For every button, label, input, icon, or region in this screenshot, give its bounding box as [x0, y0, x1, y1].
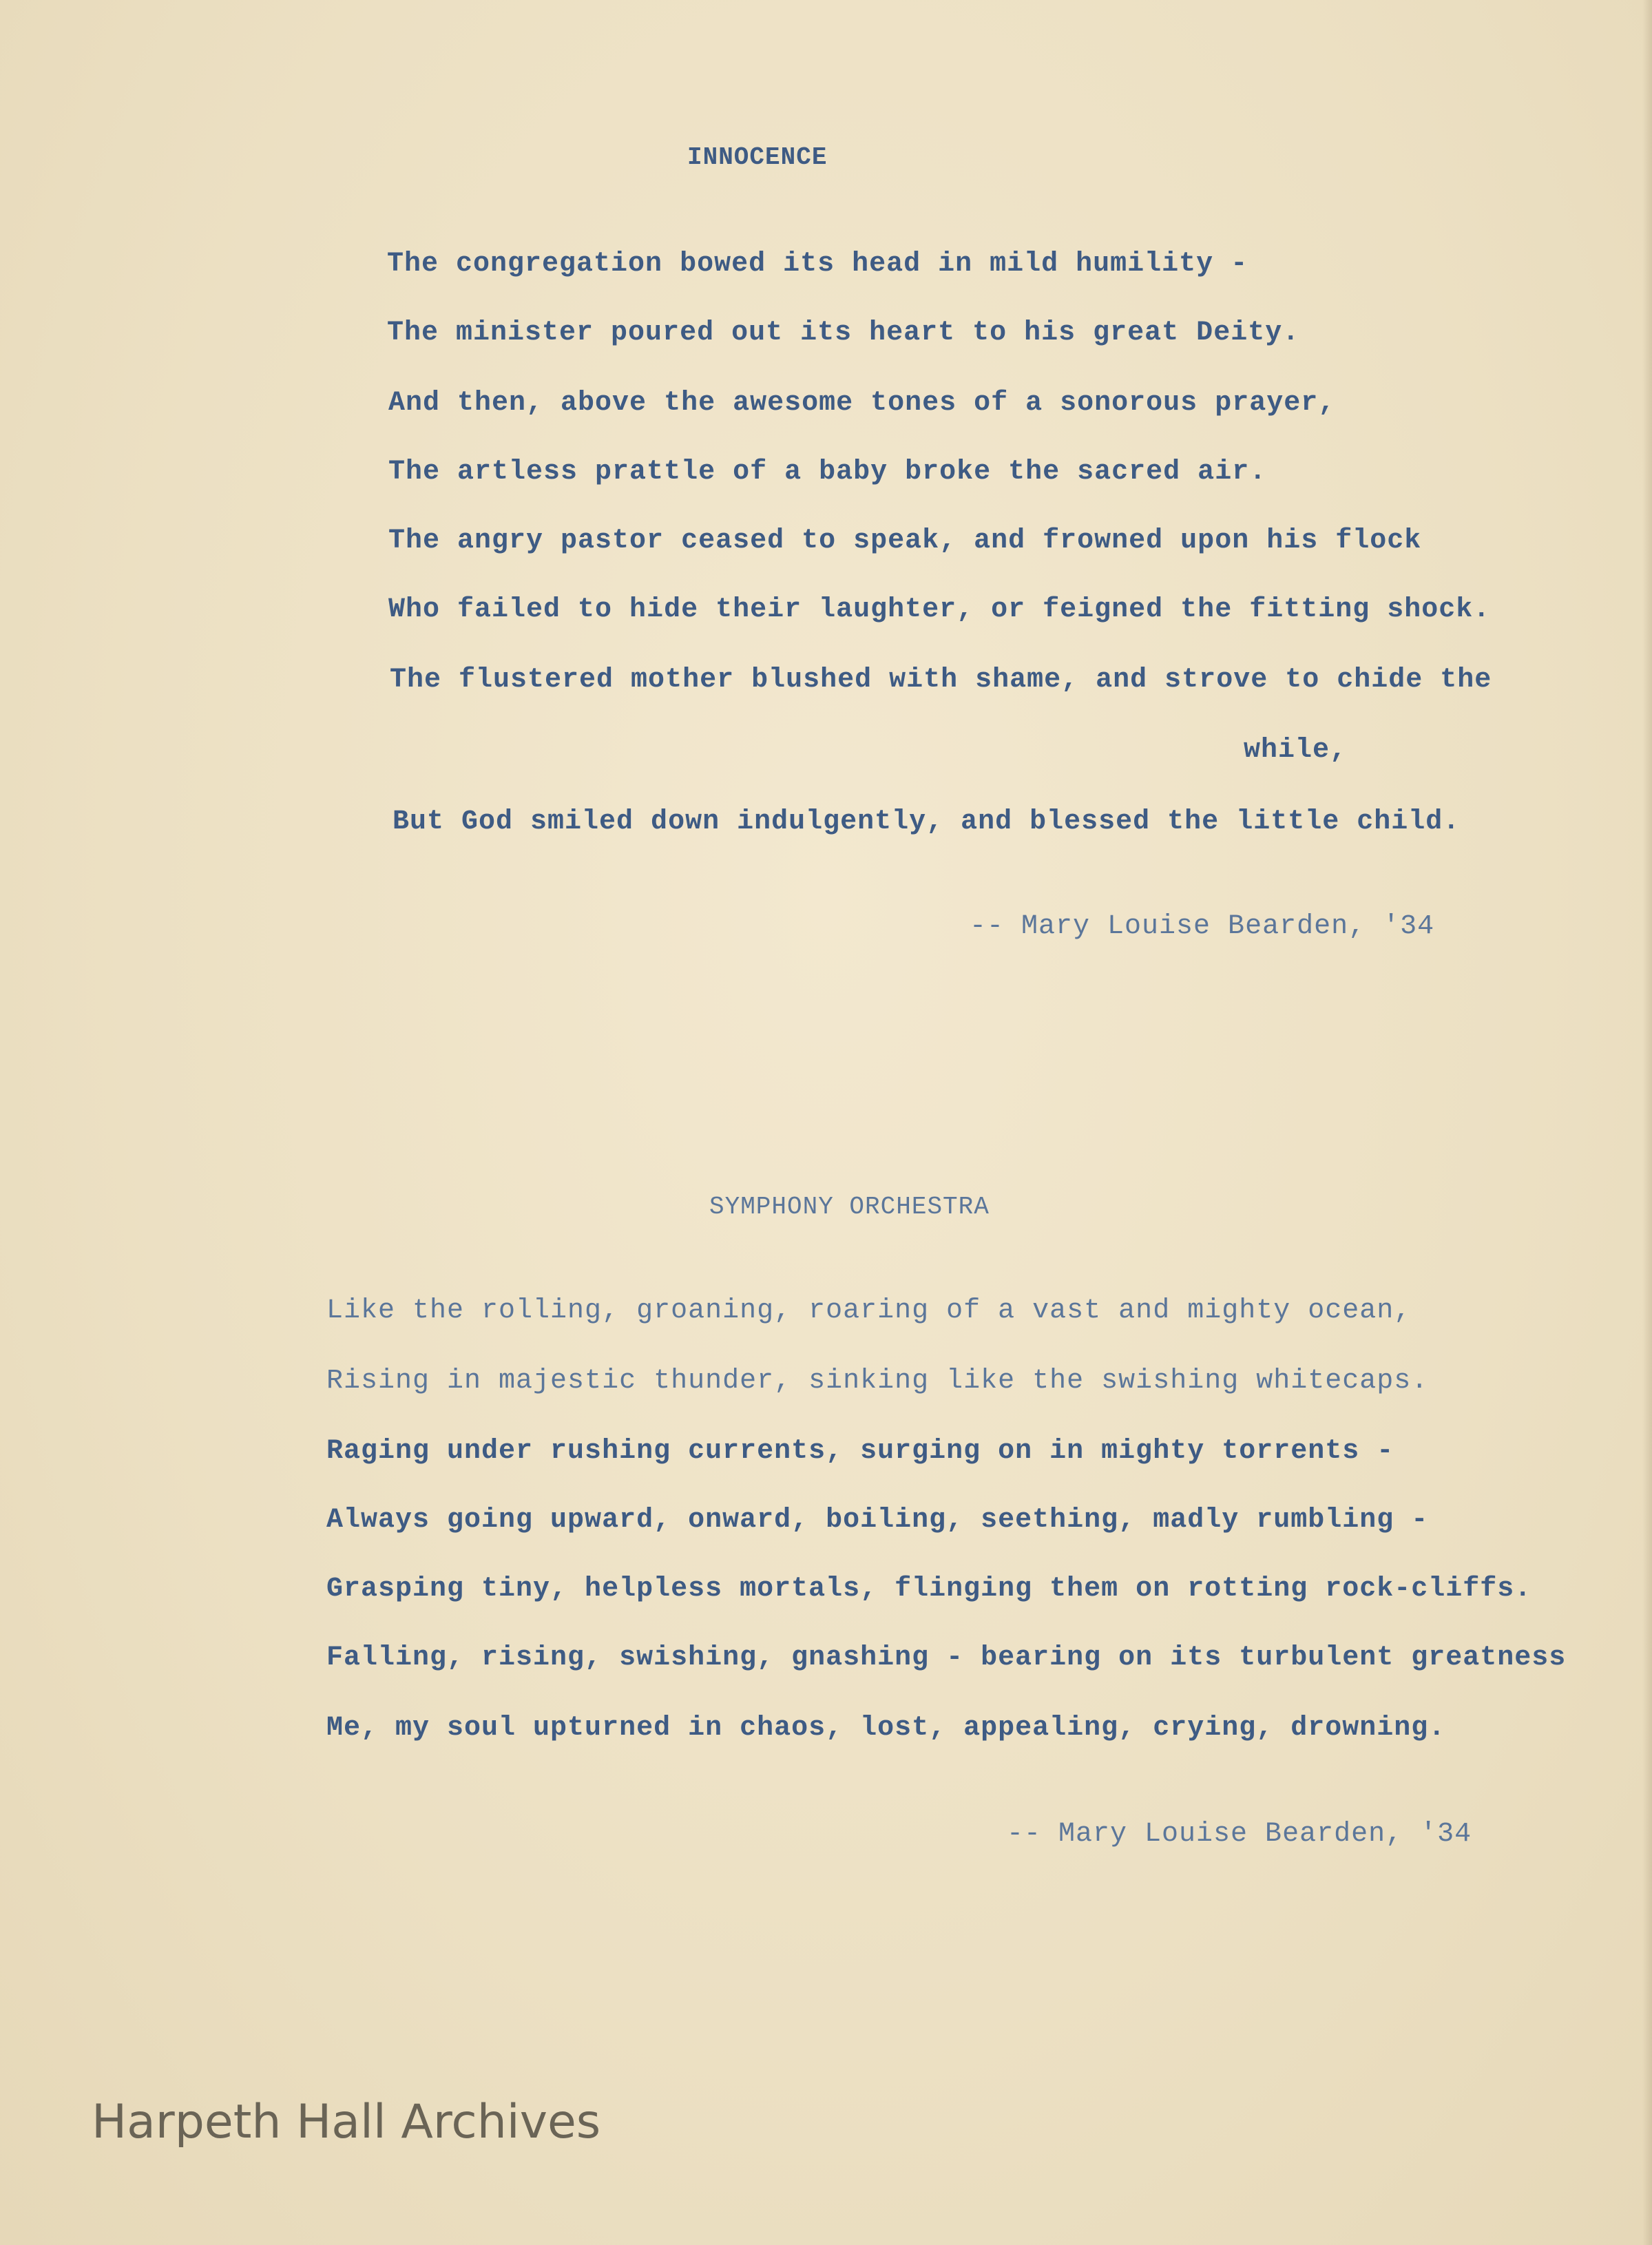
- poem-title-innocence: INNOCENCE: [687, 143, 828, 171]
- poem-attribution: -- Mary Louise Bearden, '34: [1007, 1819, 1472, 1850]
- poem-title-symphony-orchestra: SYMPHONY ORCHESTRA: [709, 1193, 990, 1221]
- poem-attribution: -- Mary Louise Bearden, '34: [970, 911, 1435, 942]
- archive-watermark: Harpeth Hall Archives: [92, 2095, 601, 2149]
- poem-line: Me, my soul upturned in chaos, lost, appealing, crying, drowning.: [326, 1713, 1446, 1744]
- poem-line: Like the rolling, groaning, roaring of a vast and mighty ocean,: [326, 1295, 1412, 1326]
- poem-line: The minister poured out its heart to his great Deity.: [387, 317, 1300, 348]
- poem-line: The flustered mother blushed with shame, and strove to chide the: [390, 665, 1492, 696]
- poem-line: The congregation bowed its head in mild humility -: [387, 249, 1248, 280]
- poem-line: Always going upward, onward, boiling, seething, madly rumbling -: [326, 1505, 1429, 1536]
- poem-line: Rising in majestic thunder, sinking like the swishing whitecaps.: [326, 1366, 1429, 1397]
- poem-line: But God smiled down indulgently, and blessed the little child.: [393, 806, 1461, 837]
- poem-line: The artless prattle of a baby broke the sacred air.: [388, 457, 1267, 488]
- poem-line: Who failed to hide their laughter, or feigned the fitting shock.: [388, 594, 1491, 625]
- poem-line: Grasping tiny, helpless mortals, flinging them on rotting rock-cliffs.: [326, 1574, 1532, 1605]
- poem-line: Raging under rushing currents, surging on in mighty torrents -: [326, 1436, 1394, 1467]
- page-edge: [1642, 0, 1652, 2245]
- poem-line: Falling, rising, swishing, gnashing - bearing on its turbulent greatness: [326, 1642, 1567, 1673]
- poem-line-continuation: while,: [1244, 735, 1348, 766]
- poem-line: And then, above the awesome tones of a sonorous prayer,: [388, 388, 1336, 419]
- poem-line: The angry pastor ceased to speak, and frowned upon his flock: [388, 525, 1422, 556]
